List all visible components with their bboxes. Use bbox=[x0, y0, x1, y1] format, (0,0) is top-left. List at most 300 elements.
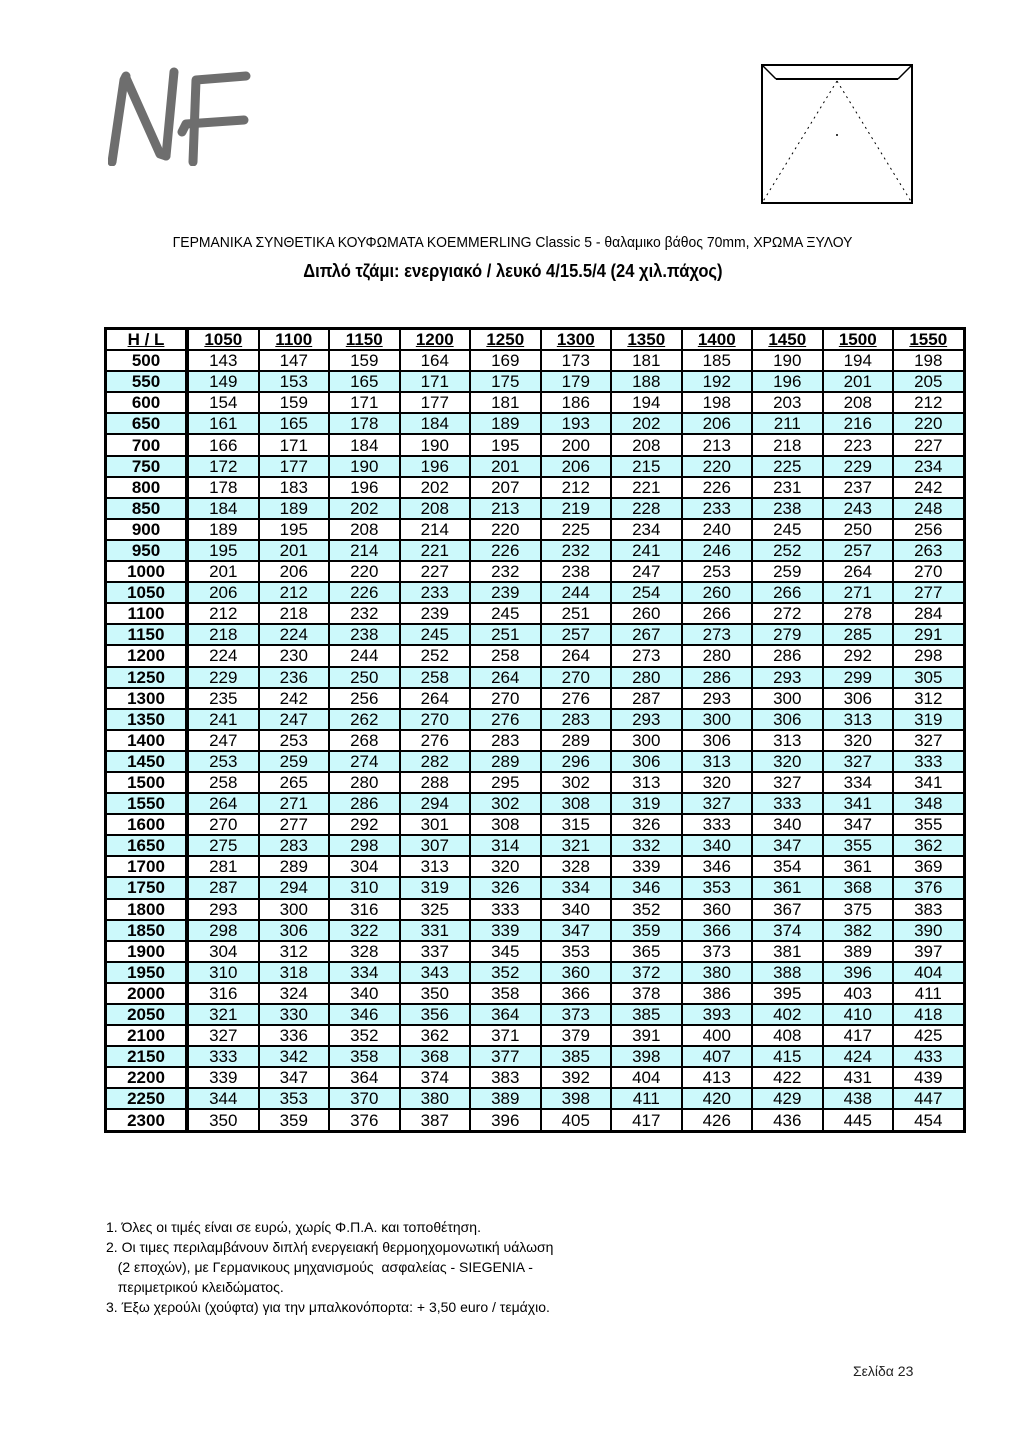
row-header: 550 bbox=[106, 371, 188, 392]
price-cell: 438 bbox=[823, 1088, 894, 1109]
price-cell: 190 bbox=[329, 456, 400, 477]
price-cell: 293 bbox=[752, 667, 823, 688]
row-header: 1650 bbox=[106, 835, 188, 856]
table-row bbox=[106, 540, 965, 561]
price-cell: 194 bbox=[823, 350, 894, 371]
price-cell: 334 bbox=[541, 877, 612, 898]
price-cell: 312 bbox=[259, 941, 330, 962]
price-cell: 165 bbox=[259, 413, 330, 434]
price-cell: 370 bbox=[329, 1088, 400, 1109]
price-cell: 382 bbox=[823, 920, 894, 941]
price-cell: 264 bbox=[400, 688, 471, 709]
price-cell: 208 bbox=[400, 498, 471, 519]
price-cell: 346 bbox=[611, 877, 682, 898]
price-cell: 327 bbox=[682, 793, 753, 814]
price-cell: 332 bbox=[611, 835, 682, 856]
table-row bbox=[106, 645, 965, 666]
column-header: 1300 bbox=[541, 329, 612, 351]
price-cell: 292 bbox=[823, 645, 894, 666]
price-cell: 361 bbox=[752, 877, 823, 898]
row-header: 2000 bbox=[106, 983, 188, 1004]
price-cell: 355 bbox=[823, 835, 894, 856]
price-cell: 283 bbox=[541, 709, 612, 730]
price-cell: 251 bbox=[470, 624, 541, 645]
price-cell: 252 bbox=[752, 540, 823, 561]
price-cell: 183 bbox=[259, 477, 330, 498]
price-cell: 410 bbox=[823, 1004, 894, 1025]
price-cell: 385 bbox=[611, 1004, 682, 1025]
note-item: 3. Έξω χερούλι (χούφτα) για την μπαλκονόπορτα: + 3,50 euro / τεμάχιο. bbox=[106, 1299, 550, 1315]
price-cell: 165 bbox=[329, 371, 400, 392]
price-cell: 385 bbox=[541, 1046, 612, 1067]
price-cell: 404 bbox=[893, 962, 964, 983]
price-cell: 321 bbox=[541, 835, 612, 856]
price-cell: 266 bbox=[682, 603, 753, 624]
price-cell: 368 bbox=[400, 1046, 471, 1067]
table-row bbox=[106, 962, 965, 983]
price-cell: 418 bbox=[893, 1004, 964, 1025]
price-cell: 264 bbox=[823, 561, 894, 582]
price-cell: 289 bbox=[470, 751, 541, 772]
price-cell: 361 bbox=[823, 856, 894, 877]
price-cell: 234 bbox=[611, 519, 682, 540]
row-header: 1400 bbox=[106, 730, 188, 751]
row-header: 650 bbox=[106, 413, 188, 434]
price-cell: 247 bbox=[611, 561, 682, 582]
table-row bbox=[106, 941, 965, 962]
price-cell: 239 bbox=[400, 603, 471, 624]
price-cell: 259 bbox=[259, 751, 330, 772]
price-cell: 186 bbox=[541, 392, 612, 413]
price-cell: 172 bbox=[187, 456, 259, 477]
row-header: 1000 bbox=[106, 561, 188, 582]
price-cell: 270 bbox=[400, 709, 471, 730]
table-row bbox=[106, 456, 965, 477]
price-cell: 205 bbox=[893, 371, 964, 392]
price-cell: 211 bbox=[752, 413, 823, 434]
price-cell: 285 bbox=[823, 624, 894, 645]
price-cell: 356 bbox=[400, 1004, 471, 1025]
price-cell: 177 bbox=[400, 392, 471, 413]
price-cell: 214 bbox=[400, 519, 471, 540]
price-cell: 300 bbox=[752, 688, 823, 709]
price-cell: 195 bbox=[259, 519, 330, 540]
price-cell: 208 bbox=[611, 434, 682, 455]
price-cell: 208 bbox=[823, 392, 894, 413]
price-cell: 388 bbox=[752, 962, 823, 983]
price-cell: 212 bbox=[541, 477, 612, 498]
price-cell: 374 bbox=[752, 920, 823, 941]
row-header: 1350 bbox=[106, 709, 188, 730]
price-cell: 439 bbox=[893, 1067, 964, 1088]
price-cell: 318 bbox=[259, 962, 330, 983]
price-cell: 242 bbox=[259, 688, 330, 709]
price-cell: 184 bbox=[329, 434, 400, 455]
table-row bbox=[106, 730, 965, 751]
price-cell: 286 bbox=[329, 793, 400, 814]
price-cell: 328 bbox=[541, 856, 612, 877]
row-header: 1500 bbox=[106, 772, 188, 793]
price-cell: 253 bbox=[682, 561, 753, 582]
price-cell: 201 bbox=[259, 540, 330, 561]
price-cell: 203 bbox=[752, 392, 823, 413]
price-cell: 319 bbox=[611, 793, 682, 814]
price-cell: 304 bbox=[329, 856, 400, 877]
price-cell: 425 bbox=[893, 1025, 964, 1046]
price-cell: 224 bbox=[187, 645, 259, 666]
price-cell: 259 bbox=[752, 561, 823, 582]
price-cell: 218 bbox=[752, 434, 823, 455]
table-row bbox=[106, 477, 965, 498]
price-cell: 200 bbox=[541, 434, 612, 455]
corner-header: H / L bbox=[106, 329, 188, 351]
price-cell: 368 bbox=[823, 877, 894, 898]
price-cell: 306 bbox=[682, 730, 753, 751]
price-cell: 245 bbox=[470, 603, 541, 624]
column-header: 1050 bbox=[187, 329, 259, 351]
price-cell: 396 bbox=[823, 962, 894, 983]
price-cell: 218 bbox=[187, 624, 259, 645]
price-cell: 424 bbox=[823, 1046, 894, 1067]
price-cell: 340 bbox=[682, 835, 753, 856]
price-cell: 232 bbox=[329, 603, 400, 624]
price-cell: 245 bbox=[752, 519, 823, 540]
price-cell: 398 bbox=[611, 1046, 682, 1067]
table-row bbox=[106, 1109, 965, 1131]
price-cell: 243 bbox=[823, 498, 894, 519]
row-header: 2100 bbox=[106, 1025, 188, 1046]
price-cell: 390 bbox=[893, 920, 964, 941]
price-cell: 404 bbox=[611, 1067, 682, 1088]
table-row bbox=[106, 371, 965, 392]
price-cell: 219 bbox=[541, 498, 612, 519]
table-row bbox=[106, 519, 965, 540]
price-cell: 159 bbox=[329, 350, 400, 371]
price-cell: 238 bbox=[329, 624, 400, 645]
price-cell: 226 bbox=[470, 540, 541, 561]
price-cell: 246 bbox=[682, 540, 753, 561]
price-cell: 225 bbox=[752, 456, 823, 477]
price-cell: 380 bbox=[400, 1088, 471, 1109]
price-cell: 251 bbox=[541, 603, 612, 624]
price-cell: 300 bbox=[682, 709, 753, 730]
price-cell: 221 bbox=[611, 477, 682, 498]
document-title: ΓΕΡΜΑΝΙΚΑ ΣΥΝΘΕΤΙΚΑ ΚΟΥΦΩΜΑΤΑ KOEMMERLING Classic 5 - θαλαμικο βάθος 70mm, ΧΡΩΜΑ ΞΥΛΟΥ bbox=[173, 234, 853, 251]
price-cell: 193 bbox=[541, 413, 612, 434]
price-cell: 454 bbox=[893, 1109, 964, 1131]
price-cell: 161 bbox=[187, 413, 259, 434]
price-cell: 202 bbox=[329, 498, 400, 519]
price-cell: 294 bbox=[259, 877, 330, 898]
window-opening-diagram-icon bbox=[760, 63, 916, 205]
price-cell: 244 bbox=[329, 645, 400, 666]
price-cell: 295 bbox=[470, 772, 541, 793]
price-cell: 352 bbox=[611, 899, 682, 920]
price-cell: 310 bbox=[329, 877, 400, 898]
price-cell: 333 bbox=[893, 751, 964, 772]
price-cell: 149 bbox=[187, 371, 259, 392]
price-cell: 433 bbox=[893, 1046, 964, 1067]
price-cell: 415 bbox=[752, 1046, 823, 1067]
price-cell: 271 bbox=[823, 582, 894, 603]
price-cell: 371 bbox=[470, 1025, 541, 1046]
price-cell: 339 bbox=[611, 856, 682, 877]
price-cell: 175 bbox=[470, 371, 541, 392]
price-cell: 313 bbox=[400, 856, 471, 877]
price-cell: 321 bbox=[187, 1004, 259, 1025]
price-cell: 389 bbox=[823, 941, 894, 962]
price-cell: 277 bbox=[259, 814, 330, 835]
price-cell: 383 bbox=[893, 899, 964, 920]
price-cell: 213 bbox=[682, 434, 753, 455]
price-cell: 314 bbox=[470, 835, 541, 856]
row-header: 600 bbox=[106, 392, 188, 413]
price-cell: 159 bbox=[259, 392, 330, 413]
price-cell: 264 bbox=[187, 793, 259, 814]
price-cell: 213 bbox=[470, 498, 541, 519]
price-cell: 326 bbox=[470, 877, 541, 898]
price-cell: 354 bbox=[752, 856, 823, 877]
price-cell: 298 bbox=[187, 920, 259, 941]
price-cell: 254 bbox=[611, 582, 682, 603]
price-cell: 189 bbox=[259, 498, 330, 519]
price-cell: 262 bbox=[329, 709, 400, 730]
price-cell: 380 bbox=[682, 962, 753, 983]
column-header: 1100 bbox=[259, 329, 330, 351]
price-cell: 387 bbox=[400, 1109, 471, 1131]
price-cell: 316 bbox=[187, 983, 259, 1004]
price-cell: 339 bbox=[187, 1067, 259, 1088]
table-row bbox=[106, 751, 965, 772]
note-item: περιμετρικού κλειδώματος. bbox=[106, 1279, 284, 1295]
price-cell: 367 bbox=[752, 899, 823, 920]
price-cell: 301 bbox=[400, 814, 471, 835]
price-cell: 379 bbox=[541, 1025, 612, 1046]
price-cell: 347 bbox=[541, 920, 612, 941]
price-cell: 270 bbox=[541, 667, 612, 688]
price-cell: 377 bbox=[470, 1046, 541, 1067]
price-cell: 333 bbox=[470, 899, 541, 920]
price-cell: 201 bbox=[470, 456, 541, 477]
price-cell: 306 bbox=[823, 688, 894, 709]
price-cell: 369 bbox=[893, 856, 964, 877]
price-cell: 202 bbox=[611, 413, 682, 434]
price-cell: 289 bbox=[259, 856, 330, 877]
price-cell: 250 bbox=[823, 519, 894, 540]
price-cell: 227 bbox=[400, 561, 471, 582]
price-cell: 258 bbox=[400, 667, 471, 688]
price-cell: 201 bbox=[187, 561, 259, 582]
price-cell: 313 bbox=[752, 730, 823, 751]
price-cell: 238 bbox=[752, 498, 823, 519]
price-cell: 408 bbox=[752, 1025, 823, 1046]
price-cell: 313 bbox=[682, 751, 753, 772]
price-cell: 231 bbox=[752, 477, 823, 498]
price-cell: 181 bbox=[611, 350, 682, 371]
price-cell: 376 bbox=[893, 877, 964, 898]
price-cell: 230 bbox=[259, 645, 330, 666]
price-cell: 206 bbox=[682, 413, 753, 434]
price-cell: 325 bbox=[400, 899, 471, 920]
price-cell: 366 bbox=[541, 983, 612, 1004]
price-cell: 312 bbox=[893, 688, 964, 709]
price-cell: 298 bbox=[329, 835, 400, 856]
column-header: 1350 bbox=[611, 329, 682, 351]
price-cell: 281 bbox=[187, 856, 259, 877]
price-cell: 353 bbox=[259, 1088, 330, 1109]
table-row bbox=[106, 920, 965, 941]
price-cell: 293 bbox=[682, 688, 753, 709]
document-subtitle: Διπλό τζάμι: ενεργιακό / λευκό 4/15.5/4 (24 χιλ.πάχος) bbox=[303, 261, 723, 281]
price-cell: 346 bbox=[682, 856, 753, 877]
price-cell: 277 bbox=[893, 582, 964, 603]
price-cell: 233 bbox=[682, 498, 753, 519]
row-header: 700 bbox=[106, 434, 188, 455]
price-cell: 220 bbox=[470, 519, 541, 540]
price-cell: 334 bbox=[823, 772, 894, 793]
price-cell: 215 bbox=[611, 456, 682, 477]
row-header: 1550 bbox=[106, 793, 188, 814]
row-header: 2250 bbox=[106, 1088, 188, 1109]
row-header: 950 bbox=[106, 540, 188, 561]
price-cell: 271 bbox=[259, 793, 330, 814]
price-cell: 266 bbox=[752, 582, 823, 603]
price-cell: 340 bbox=[329, 983, 400, 1004]
price-cell: 260 bbox=[682, 582, 753, 603]
price-cell: 207 bbox=[470, 477, 541, 498]
price-cell: 192 bbox=[682, 371, 753, 392]
price-cell: 270 bbox=[187, 814, 259, 835]
table-row bbox=[106, 899, 965, 920]
row-header: 800 bbox=[106, 477, 188, 498]
table-row bbox=[106, 392, 965, 413]
price-cell: 296 bbox=[541, 751, 612, 772]
price-cell: 216 bbox=[823, 413, 894, 434]
price-cell: 350 bbox=[187, 1109, 259, 1131]
price-cell: 302 bbox=[541, 772, 612, 793]
price-cell: 358 bbox=[470, 983, 541, 1004]
table-row bbox=[106, 835, 965, 856]
price-cell: 300 bbox=[259, 899, 330, 920]
price-cell: 238 bbox=[541, 561, 612, 582]
price-cell: 287 bbox=[611, 688, 682, 709]
row-header: 900 bbox=[106, 519, 188, 540]
price-cell: 320 bbox=[752, 751, 823, 772]
price-cell: 431 bbox=[823, 1067, 894, 1088]
column-header: 1250 bbox=[470, 329, 541, 351]
price-cell: 306 bbox=[259, 920, 330, 941]
page-number: Σελίδα 23 bbox=[853, 1363, 914, 1379]
price-cell: 241 bbox=[611, 540, 682, 561]
price-cell: 342 bbox=[259, 1046, 330, 1067]
table-row bbox=[106, 624, 965, 645]
price-cell: 413 bbox=[682, 1067, 753, 1088]
table-row bbox=[106, 667, 965, 688]
row-header: 1600 bbox=[106, 814, 188, 835]
note-item: (2 εποχών), με Γερμανικους μηχανισμούς ασφαλείας - SIEGENIA - bbox=[106, 1259, 533, 1275]
price-cell: 298 bbox=[893, 645, 964, 666]
price-cell: 276 bbox=[470, 709, 541, 730]
row-header: 2150 bbox=[106, 1046, 188, 1067]
price-cell: 359 bbox=[611, 920, 682, 941]
table-row bbox=[106, 603, 965, 624]
price-cell: 178 bbox=[329, 413, 400, 434]
table-row bbox=[106, 877, 965, 898]
price-cell: 223 bbox=[823, 434, 894, 455]
table-row bbox=[106, 688, 965, 709]
price-cell: 288 bbox=[400, 772, 471, 793]
price-cell: 206 bbox=[541, 456, 612, 477]
price-cell: 333 bbox=[752, 793, 823, 814]
price-cell: 310 bbox=[187, 962, 259, 983]
price-cell: 220 bbox=[893, 413, 964, 434]
price-cell: 411 bbox=[893, 983, 964, 1004]
price-cell: 276 bbox=[541, 688, 612, 709]
column-header: 1500 bbox=[823, 329, 894, 351]
price-cell: 226 bbox=[682, 477, 753, 498]
price-cell: 263 bbox=[893, 540, 964, 561]
price-cell: 339 bbox=[470, 920, 541, 941]
price-cell: 221 bbox=[400, 540, 471, 561]
price-cell: 386 bbox=[682, 983, 753, 1004]
price-cell: 397 bbox=[893, 941, 964, 962]
price-cell: 258 bbox=[470, 645, 541, 666]
price-cell: 326 bbox=[611, 814, 682, 835]
price-cell: 258 bbox=[187, 772, 259, 793]
price-cell: 233 bbox=[400, 582, 471, 603]
price-cell: 280 bbox=[682, 645, 753, 666]
table-row bbox=[106, 561, 965, 582]
price-cell: 333 bbox=[187, 1046, 259, 1067]
price-cell: 196 bbox=[752, 371, 823, 392]
nf-logo bbox=[108, 66, 258, 166]
price-cell: 340 bbox=[752, 814, 823, 835]
price-cell: 373 bbox=[682, 941, 753, 962]
price-cell: 198 bbox=[682, 392, 753, 413]
price-cell: 391 bbox=[611, 1025, 682, 1046]
price-cell: 208 bbox=[329, 519, 400, 540]
price-cell: 256 bbox=[329, 688, 400, 709]
price-cell: 198 bbox=[893, 350, 964, 371]
price-cell: 422 bbox=[752, 1067, 823, 1088]
price-cell: 293 bbox=[187, 899, 259, 920]
price-cell: 178 bbox=[187, 477, 259, 498]
column-header: 1450 bbox=[752, 329, 823, 351]
table-row bbox=[106, 772, 965, 793]
row-header: 1250 bbox=[106, 667, 188, 688]
price-cell: 164 bbox=[400, 350, 471, 371]
price-cell: 330 bbox=[259, 1004, 330, 1025]
price-cell: 315 bbox=[541, 814, 612, 835]
price-cell: 395 bbox=[752, 983, 823, 1004]
row-header: 850 bbox=[106, 498, 188, 519]
price-cell: 294 bbox=[400, 793, 471, 814]
price-cell: 347 bbox=[823, 814, 894, 835]
row-header: 750 bbox=[106, 456, 188, 477]
table-row bbox=[106, 1004, 965, 1025]
table-body bbox=[106, 350, 965, 1131]
price-cell: 169 bbox=[470, 350, 541, 371]
price-cell: 252 bbox=[400, 645, 471, 666]
price-cell: 417 bbox=[823, 1025, 894, 1046]
price-cell: 225 bbox=[541, 519, 612, 540]
price-cell: 378 bbox=[611, 983, 682, 1004]
price-cell: 417 bbox=[611, 1109, 682, 1131]
price-cell: 276 bbox=[400, 730, 471, 751]
row-header: 1700 bbox=[106, 856, 188, 877]
price-cell: 289 bbox=[541, 730, 612, 751]
price-cell: 286 bbox=[752, 645, 823, 666]
